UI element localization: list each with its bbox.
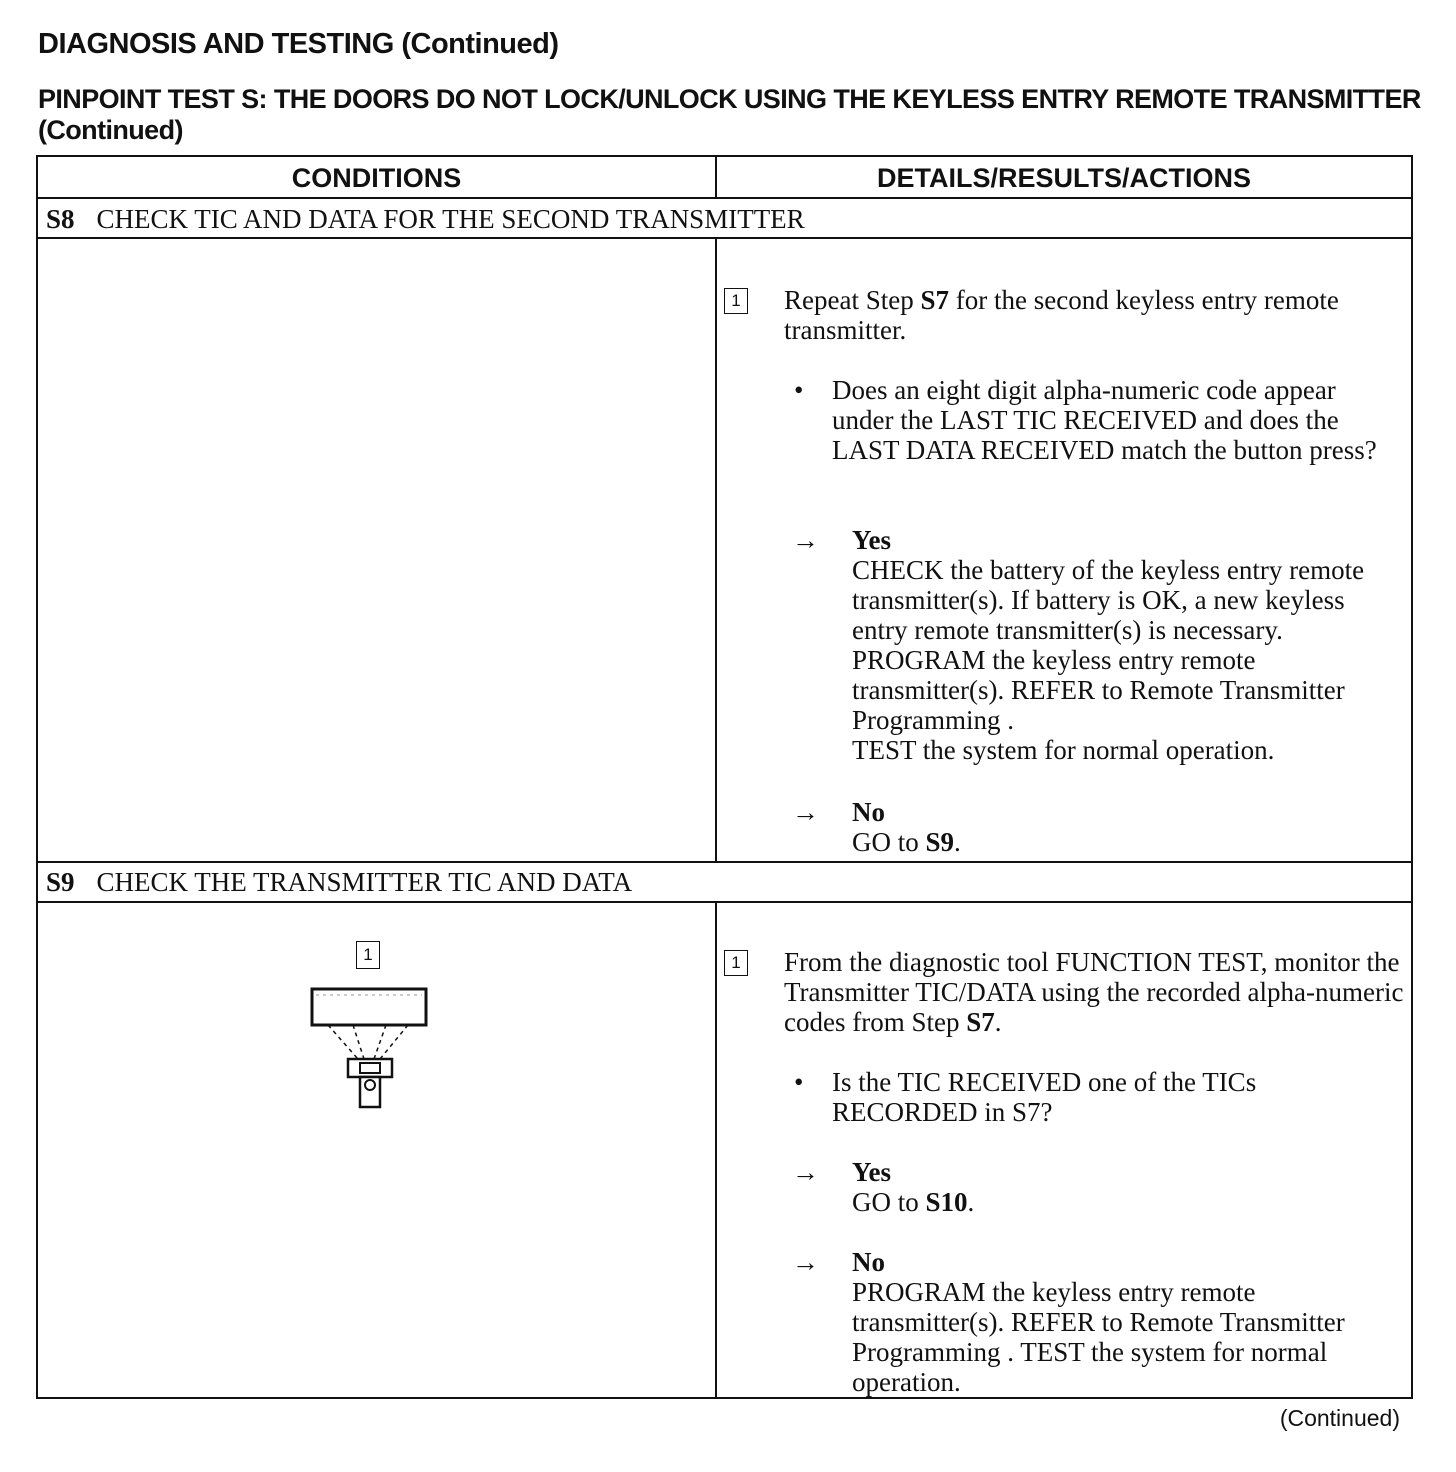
s9-column-divider [715, 903, 717, 1397]
s9-rule [38, 901, 1411, 903]
continued-label: (Continued) [1279, 1405, 1400, 1431]
header-rule [38, 197, 1411, 199]
step-s8-header [46, 204, 805, 235]
s8-no-label: No [852, 797, 885, 827]
s9-no-action: PROGRAM the keyless entry remote transmitter(s). REFER to Remote Transmitter Programming . TEST the system for normal operation. [852, 1277, 1345, 1397]
illus-step-box: 1 [356, 941, 380, 969]
arrow-icon: → [792, 525, 819, 555]
s8-column-divider [715, 239, 717, 861]
test-title: PINPOINT TEST S: THE DOORS DO NOT LOCK/UNLOCK USING THE KEYLESS ENTRY REMOTE TRANSMITTER (Continued) [38, 84, 1421, 145]
s9-yes-action: GO to S10. [852, 1187, 975, 1217]
arrow-icon: → [792, 1157, 819, 1187]
s9-no-label: No [852, 1247, 885, 1277]
step-s9-title: CHECK THE TRANSMITTER TIC AND DATA [96, 867, 633, 897]
conditions-column-header: CONDITIONS [291, 163, 462, 193]
arrow-icon: → [792, 797, 819, 827]
s8-rule [38, 237, 1411, 239]
s8-no-action: GO to S9. [852, 827, 961, 857]
s9-yes-label: Yes [852, 1157, 891, 1187]
step-s8-number: S8 [46, 204, 75, 234]
details-column-header: DETAILS/RESULTS/ACTIONS [876, 163, 1251, 193]
s8-yes-action: CHECK the battery of the keyless entry remote transmitter(s). If battery is OK, a new keyless entry remote transmitter(s) is necessary. PROGRAM the keyless entry remote transmitter(s). REFER to Remote Transmitter Programming . [852, 555, 1365, 735]
step-s9-number: S9 [46, 867, 75, 897]
s9-step-box: 1 [724, 950, 748, 976]
s9-top-rule [38, 861, 1411, 863]
pinpoint-table [36, 155, 1413, 1399]
s8-yes-label: Yes [852, 525, 891, 555]
s8-instruction: Repeat Step S7 for the second keyless entry remote transmitter. [784, 285, 1339, 345]
remote-transmitter-icon [308, 981, 448, 1121]
arrow-icon: → [792, 1247, 819, 1277]
page-title: DIAGNOSIS AND TESTING (Continued) [38, 28, 559, 60]
s8-question: • Does an eight digit alpha-numeric code appear under the LAST TIC RECEIVED and does the LAST DATA RECEIVED match the button press? [832, 375, 1402, 465]
s8-step-box: 1 [724, 288, 748, 314]
step-s9-header [46, 867, 632, 898]
s9-instruction: From the diagnostic tool FUNCTION TEST, monitor the Transmitter TIC/DATA using the recorded alpha-numeric codes from Step S7. [784, 947, 1404, 1037]
step-s8-title: CHECK TIC AND DATA FOR THE SECOND TRANSMITTER [96, 204, 805, 234]
s9-question: • Is the TIC RECEIVED one of the TICs RECORDED in S7? [832, 1067, 1402, 1127]
s8-yes-action-2: TEST the system for normal operation. [852, 735, 1275, 765]
